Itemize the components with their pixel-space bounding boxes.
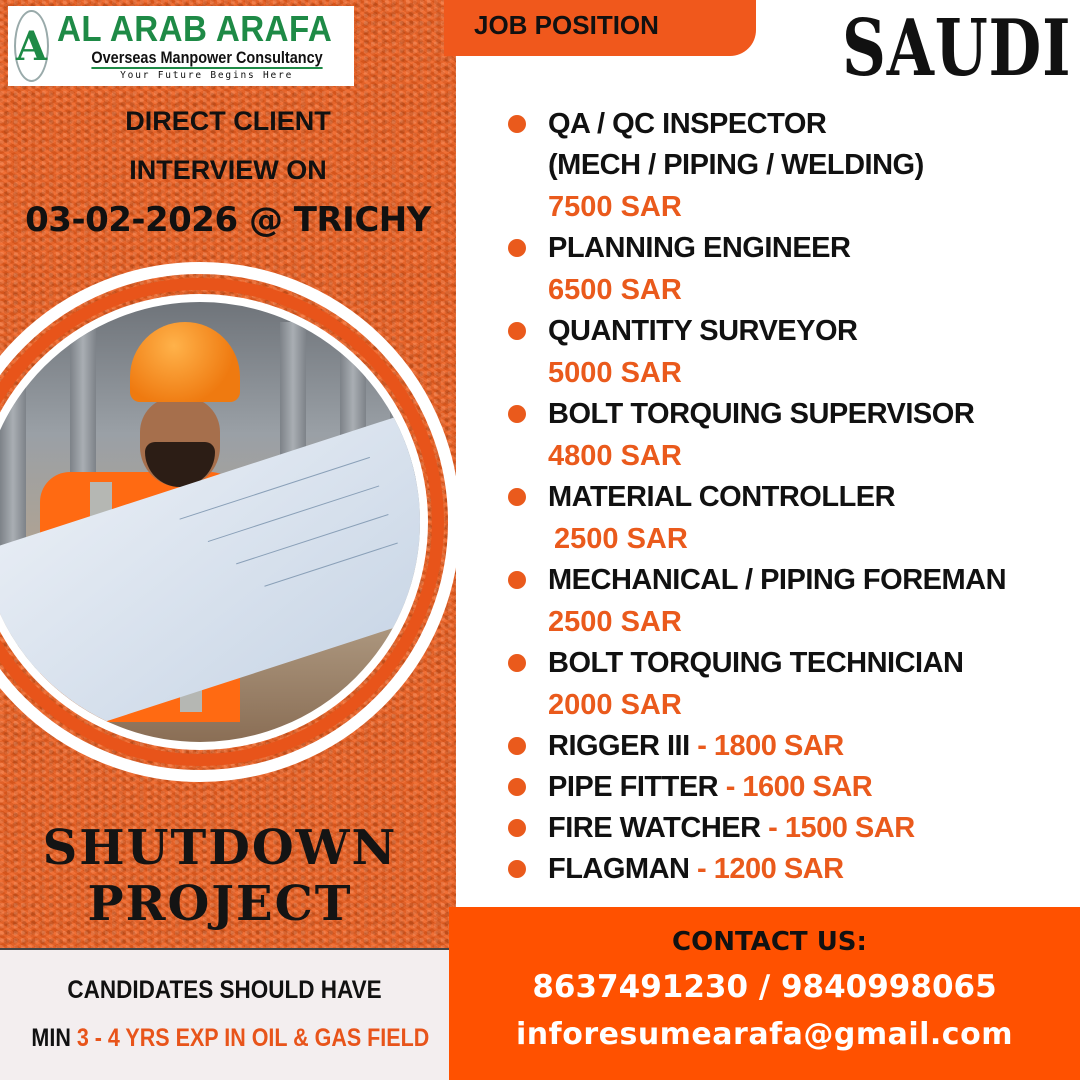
requirements-box — [0, 948, 449, 1080]
interview-date-location: 03-02-2026 @ TRICHY — [25, 200, 431, 240]
brand-subtitle: Overseas Manpower Consultancy — [90, 47, 323, 67]
company-logo — [8, 6, 354, 86]
requirements-line-1: CANDIDATES SHOULD HAVE — [67, 976, 382, 1004]
job-item: QA / QC INSPECTOR (MECH / PIPING / WELDING) 7500 SAR — [508, 104, 1068, 228]
job-item: FIRE WATCHER - 1500 SAR — [508, 808, 1068, 849]
job-item: PIPE FITTER - 1600 SAR — [508, 767, 1068, 808]
job-list — [508, 104, 1068, 890]
project-title-line-2: PROJECT — [87, 876, 353, 932]
hard-hat-icon — [130, 322, 240, 402]
interview-line-1: DIRECT CLIENT — [125, 106, 331, 136]
brand-tagline: Your Future Begins Here — [120, 69, 294, 81]
contact-title: CONTACT US: — [672, 927, 867, 957]
logo-emblem-icon — [14, 10, 49, 82]
brand-name: AL ARAB ARAFA — [57, 7, 333, 49]
job-position-tab — [444, 0, 756, 56]
bullet-icon — [508, 488, 526, 506]
interview-line-2: INTERVIEW ON — [129, 155, 327, 185]
country-title: SAUDI — [842, 3, 1072, 94]
contact-email[interactable]: inforesumearafa@gmail.com — [516, 1017, 1013, 1052]
job-item: QUANTITY SURVEYOR 5000 SAR — [508, 311, 1068, 394]
job-item: MATERIAL CONTROLLER 2500 SAR — [508, 477, 1068, 560]
job-position-label: JOB POSITION — [474, 10, 659, 40]
bullet-icon — [508, 737, 526, 755]
contact-phones[interactable]: 8637491230 / 9840998065 — [532, 969, 997, 1005]
requirements-line-2: MIN 3 - 4 YRS EXP IN OIL & GAS FIELD — [31, 1024, 430, 1052]
contact-box — [449, 907, 1080, 1080]
bullet-icon — [508, 819, 526, 837]
job-item: MECHANICAL / PIPING FOREMAN 2500 SAR — [508, 560, 1068, 643]
bullet-icon — [508, 239, 526, 257]
emblem-letter: A — [16, 22, 48, 70]
job-item: BOLT TORQUING SUPERVISOR 4800 SAR — [508, 394, 1068, 477]
bullet-icon — [508, 778, 526, 796]
bullet-icon — [508, 405, 526, 423]
bullet-icon — [508, 322, 526, 340]
bullet-icon — [508, 860, 526, 878]
job-item: BOLT TORQUING TECHNICIAN 2000 SAR — [508, 643, 1068, 726]
job-item: FLAGMAN - 1200 SAR — [508, 849, 1068, 890]
job-item: RIGGER III - 1800 SAR — [508, 726, 1068, 767]
project-title-line-1: SHUTDOWN — [42, 820, 398, 876]
bullet-icon — [508, 571, 526, 589]
job-item: PLANNING ENGINEER 6500 SAR — [508, 228, 1068, 311]
bullet-icon — [508, 654, 526, 672]
bullet-icon — [508, 115, 526, 133]
